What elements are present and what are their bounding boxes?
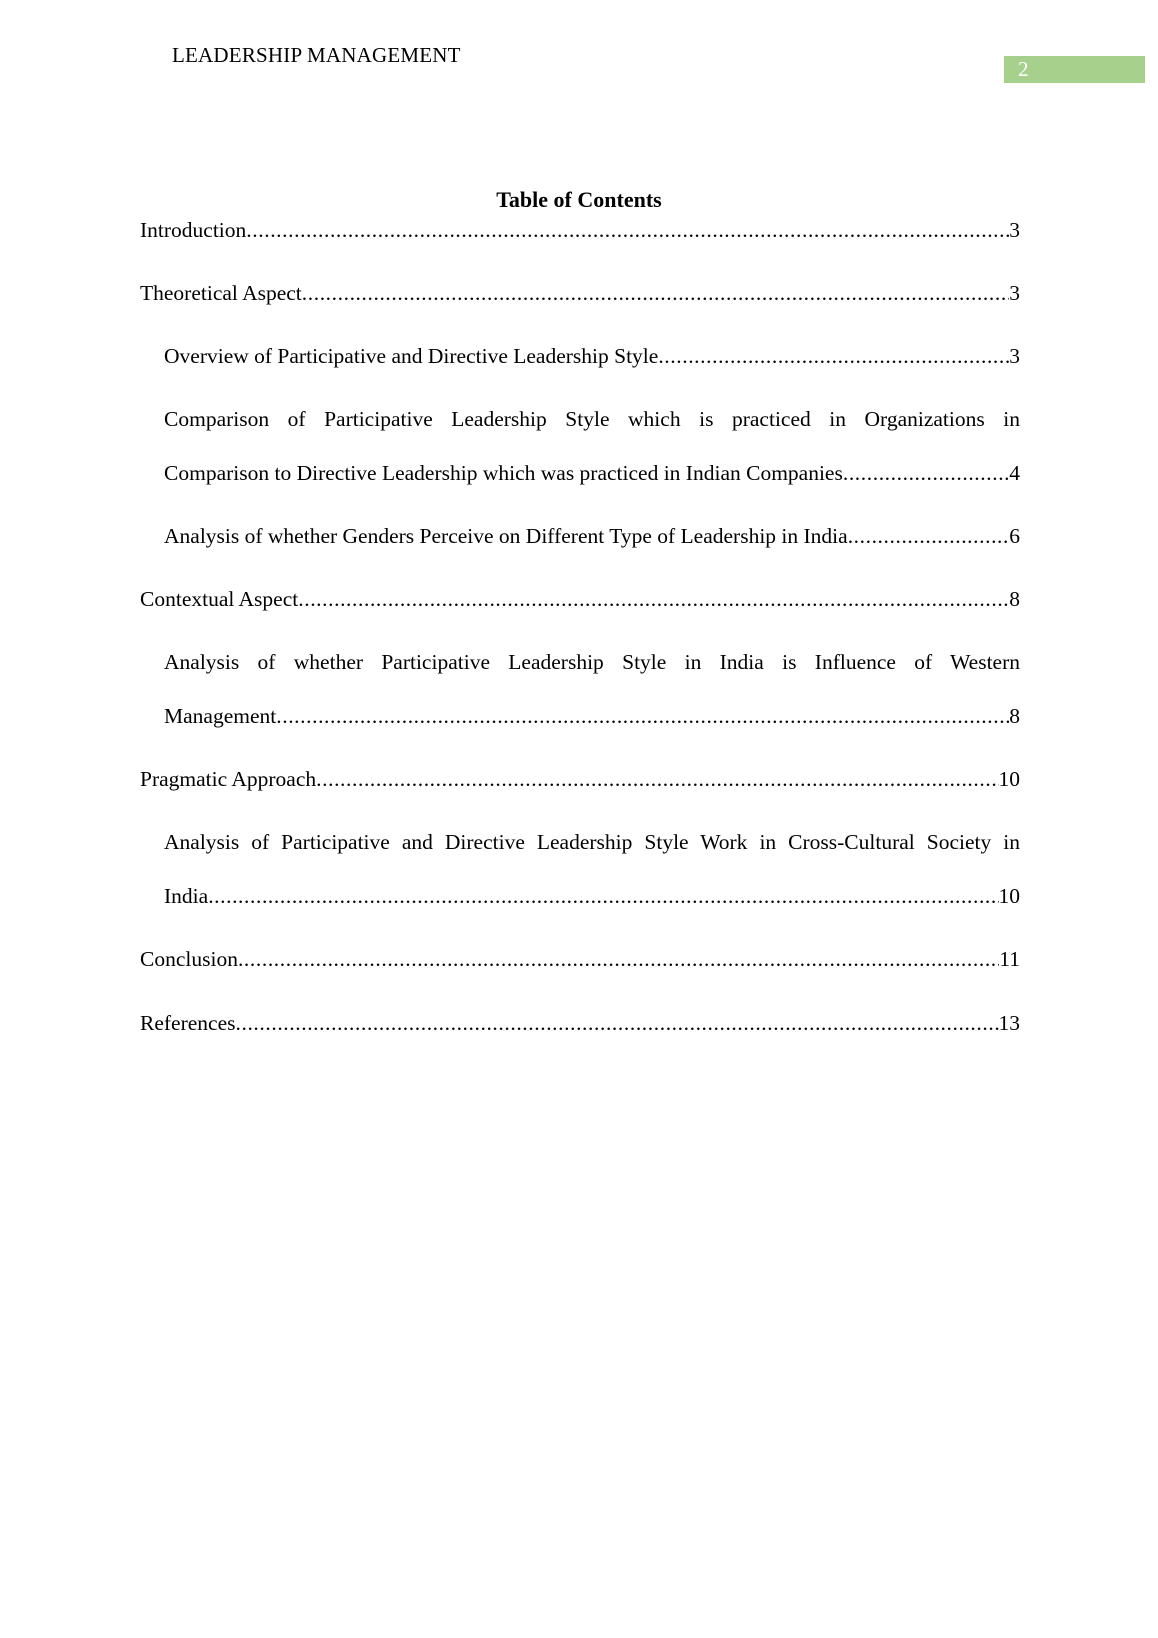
toc-leader-dots [302,278,1009,308]
toc-entry-page: 11 [999,947,1020,971]
toc-entry-analysis-genders[interactable] [164,521,1020,551]
toc-entry-label-line1: Analysis of Participative and Directive Leadership Style Work in Cross-Cultural Society in [164,830,1020,854]
toc-entry-overview[interactable] [164,341,1020,371]
toc-entry-label: Conclusion [140,947,238,971]
toc-entry-label-line2: Comparison to Directive Leadership which was practiced in Indian Companies [164,461,843,485]
toc-leader-dots [238,944,999,974]
toc-leader-dots [298,584,1009,614]
toc-entry-label: Theoretical Aspect [140,281,302,305]
toc-entry-contextual-aspect[interactable] [140,584,1020,614]
toc-leader-dots [316,764,998,794]
toc-leader-dots [848,521,1010,551]
toc-entry-page: 3 [1009,218,1020,242]
toc-entry-page: 8 [1009,587,1020,611]
toc-leader-dots [208,881,998,911]
toc-entry-label: Overview of Participative and Directive Leadership Style [164,344,659,368]
page-number: 2 [1018,57,1029,81]
toc-entry-analysis-cross-cultural[interactable] [164,827,1020,911]
toc-entry-label: Contextual Aspect [140,587,299,611]
toc-entry-page: 10 [998,767,1020,791]
toc-entry-label: Pragmatic Approach [140,767,317,791]
toc-entry-label: Analysis of whether Genders Perceive on Different Type of Leadership in India [164,524,848,548]
toc-entry-label: References [140,1011,236,1035]
toc-entry-page: 6 [1009,524,1020,548]
toc-entry-label-line1: Analysis of whether Participative Leadership Style in India is Influence of Western [164,650,1020,674]
toc-entry-label-line2: India [164,884,209,908]
toc-entry-introduction[interactable] [140,215,1020,245]
toc-entry-comparison[interactable] [164,404,1020,488]
toc-leader-dots [658,341,1009,371]
toc-entry-references[interactable] [140,1008,1020,1038]
page-number-box [1004,56,1145,83]
running-head: LEADERSHIP MANAGEMENT [172,43,461,67]
toc-entry-page: 13 [998,1011,1020,1035]
toc-entry-conclusion[interactable] [140,944,1020,974]
toc-leader-dots [843,458,1009,488]
toc-leader-dots [236,1008,999,1038]
toc-entry-analysis-western[interactable] [164,647,1020,731]
toc-entry-label-line2: Management [164,704,277,728]
toc-entry-page: 3 [1009,344,1020,368]
toc-entry-page: 4 [1009,461,1020,485]
toc-entry-pragmatic-approach[interactable] [140,764,1020,794]
toc-entry-label: Introduction [140,218,247,242]
toc-entry-page: 10 [998,884,1020,908]
toc-leader-dots [276,701,1009,731]
toc-leader-dots [246,215,1009,245]
toc-entry-page: 3 [1009,281,1020,305]
toc-entry-label-line1: Comparison of Participative Leadership Style which is practiced in Organizations in [164,407,1020,431]
toc-entry-page: 8 [1009,704,1020,728]
toc-entry-theoretical-aspect[interactable] [140,278,1020,308]
toc-title: Table of Contents [496,187,662,212]
